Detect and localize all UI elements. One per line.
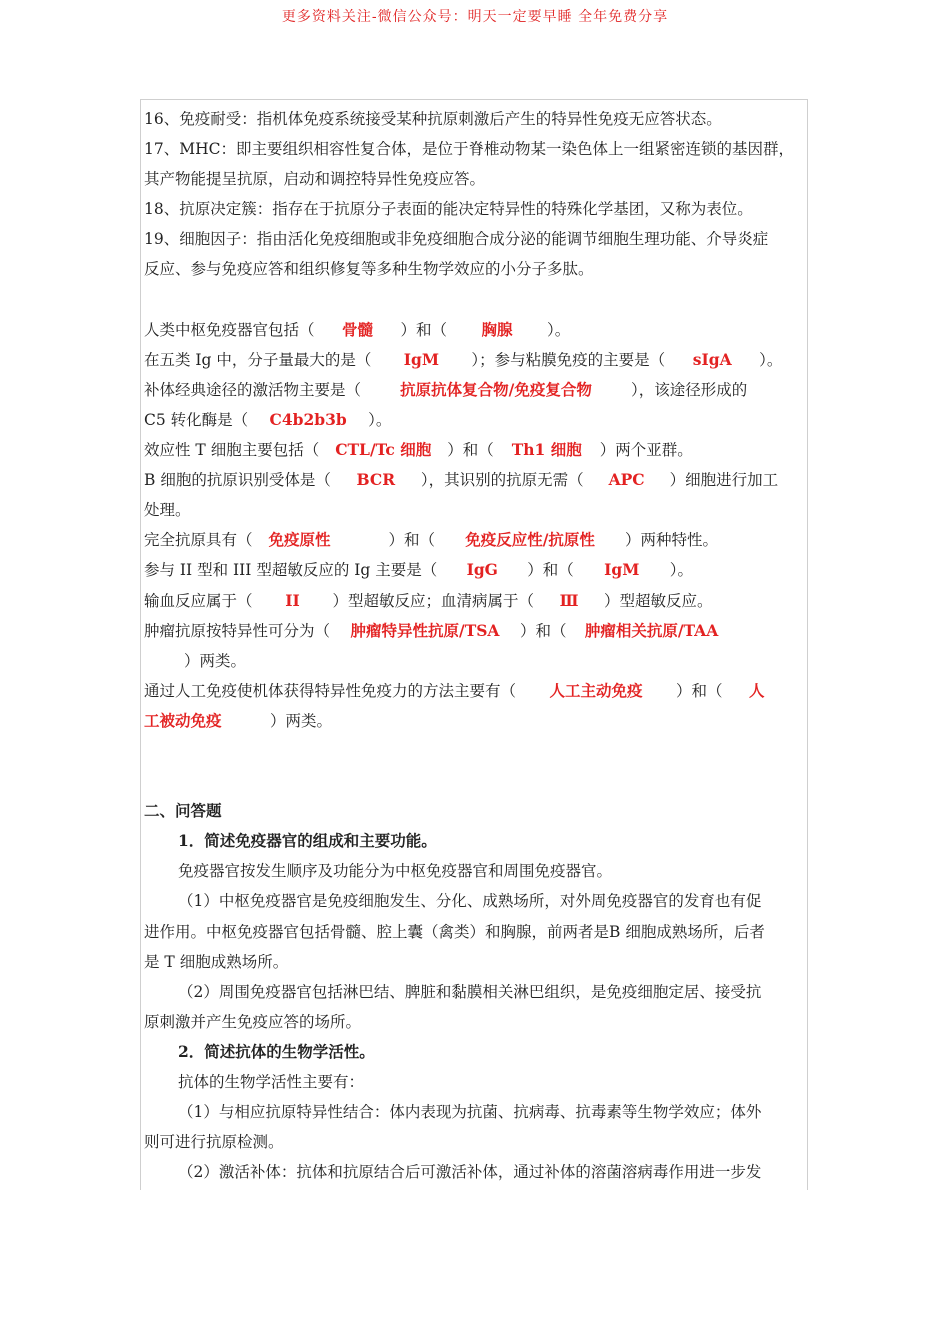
fill-question-9: 肿瘤抗原按特异性可分为（ 肿瘤特异性抗原/TSA ）和（ 肿瘤相关抗原/TAA (144, 616, 808, 646)
spacer (144, 736, 808, 766)
answer-line: 免疫器官按发生顺序及功能分为中枢免疫器官和周围免疫器官。 (178, 862, 613, 881)
fill-question-4: 效应性 T 细胞主要包括（ CTL/Tc 细胞 ）和（ Th1 细胞 ）两个亚群。 (144, 435, 808, 465)
document-body (144, 104, 808, 1187)
question-2-title: 2．简述抗体的生物学活性。 (178, 1041, 375, 1061)
fill-question-7: 参与 II 型和 III 型超敏反应的 Ig 主要是（ IgG ）和（ IgM ）。 (144, 555, 808, 585)
definition-19: 19、细胞因子：指由活化免疫细胞或非免疫细胞合成分泌的能调节细胞生理功能、介导炎症 (144, 230, 769, 249)
answer: IgG (466, 560, 498, 580)
answer-line: （2）周围免疫器官包括淋巴结、脾脏和黏膜相关淋巴组织，是免疫细胞定居、接受抗 (178, 982, 762, 1001)
answer: APC (608, 470, 645, 490)
answer: sIgA (692, 349, 732, 369)
fill-question-1: 人类中枢免疫器官包括（ 骨髓 ）和（ 胸腺 ）。 (144, 315, 808, 345)
answer: Th1 细胞 (511, 440, 582, 460)
answer: 肿瘤特异性抗原/TSA (350, 620, 500, 640)
spacer (144, 285, 808, 315)
answer-line: （1）中枢免疫器官是免疫细胞发生、分化、成熟场所，对外周免疫器官的发育也有促 (178, 892, 762, 911)
answer: II (285, 590, 300, 610)
fill-question-5: B 细胞的抗原识别受体是（ BCR ），其识别的抗原无需（ APC ）细胞进行加工 (144, 465, 808, 495)
fill-question-8: 输血反应属于（ II ）型超敏反应；血清病属于（ Ⅲ ）型超敏反应。 (144, 586, 808, 616)
promo-banner: 更多资料关注-微信公众号：明天一定要早睡 全年免费分享 (281, 9, 669, 25)
answer: 工被动免疫 (144, 710, 222, 730)
answer: 骨髓 (342, 319, 374, 339)
answer-line: （2）激活补体：抗体和抗原结合后可激活补体，通过补体的溶菌溶病毒作用进一步发 (178, 1163, 762, 1182)
answer: BCR (356, 470, 396, 490)
section-heading: 二、问答题 (144, 801, 222, 821)
answer-line: （1）与相应抗原特异性结合：体内表现为抗菌、抗病毒、抗毒素等生物学效应；体外 (178, 1103, 762, 1122)
fill-question-3-cont: C5 转化酶是（ C4b2b3b ）。 (144, 405, 808, 435)
answer: 抗原抗体复合物/免疫复合物 (400, 379, 592, 399)
answer-line: 进作用。中枢免疫器官包括骨髓、腔上囊（禽类）和胸腺，前两者是B 细胞成熟场所，后者 (144, 922, 765, 941)
fill-question-6: 完全抗原具有（ 免疫原性 ）和（ 免疫反应性/抗原性 ）两种特性。 (144, 525, 808, 555)
definition-17-cont: 其产物能提呈抗原，启动和调控特异性免疫应答。 (144, 170, 486, 189)
answer: 胸腺 (481, 319, 513, 339)
fill-question-9-cont: ）两类。 (184, 651, 247, 670)
answer-line: 则可进行抗原检测。 (144, 1133, 284, 1152)
fill-question-10-cont: 工被动免疫 ）两类。 (144, 706, 808, 736)
answer: 人 (749, 680, 765, 700)
spacer (144, 766, 808, 796)
definition-18: 18、抗原决定簇：指存在于抗原分子表面的能决定特异性的特殊化学基团，又称为表位。 (144, 200, 753, 219)
answer: 肿瘤相关抗原/TAA (584, 620, 719, 640)
answer: 免疫反应性/抗原性 (465, 530, 595, 550)
answer: 免疫原性 (268, 530, 331, 550)
answer: IgM (403, 349, 440, 369)
answer: Ⅲ (559, 590, 579, 610)
definition-19-cont: 反应、参与免疫应答和组织修复等多种生物学效应的小分子多肽。 (144, 260, 594, 279)
definition-17: 17、MHC：即主要组织相容性复合体，是位于脊椎动物某一染色体上一组紧密连锁的基因群， (144, 140, 794, 159)
fill-question-2: 在五类 Ig 中，分子量最大的是（ IgM ）；参与粘膜免疫的主要是（ sIgA ）。 (144, 345, 808, 375)
answer: IgM (604, 560, 640, 580)
answer: CTL/Tc 细胞 (335, 440, 432, 460)
answer-line: 是 T 细胞成熟场所。 (144, 952, 289, 971)
fill-question-5-cont: 处理。 (144, 501, 191, 520)
fill-question-3: 补体经典途径的激活物主要是（ 抗原抗体复合物/免疫复合物 ），该途径形成的 (144, 375, 808, 405)
fill-question-10: 通过人工免疫使机体获得特异性免疫力的方法主要有（ 人工主动免疫 ）和（ 人 (144, 676, 808, 706)
answer: C4b2b3b (269, 409, 347, 429)
answer: 人工主动免疫 (549, 680, 643, 700)
question-1-title: 1．简述免疫器官的组成和主要功能。 (178, 831, 437, 851)
answer-line: 抗体的生物学活性主要有： (178, 1073, 365, 1091)
definition-16: 16、免疫耐受：指机体免疫系统接受某种抗原刺激后产生的特异性免疫无应答状态。 (144, 110, 722, 128)
answer-line: 原刺激并产生免疫应答的场所。 (144, 1012, 362, 1031)
